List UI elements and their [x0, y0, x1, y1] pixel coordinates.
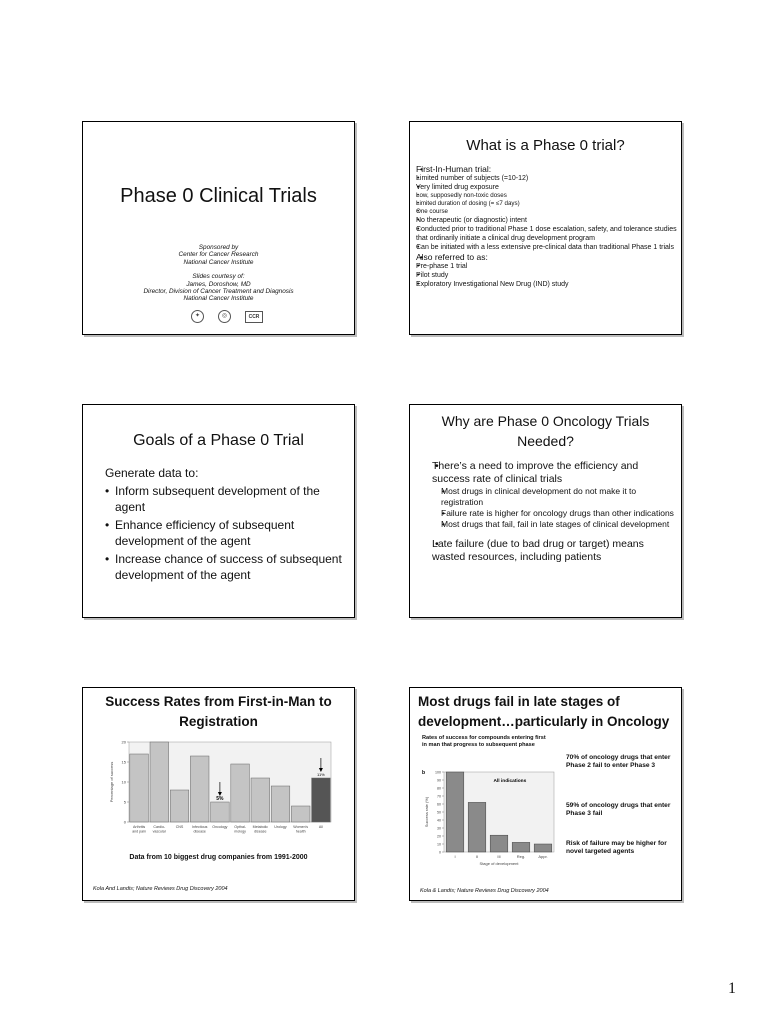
bar [251, 778, 270, 822]
note-3: Risk of failure may be higher for novel targeted agents [566, 840, 667, 855]
bar [490, 835, 508, 852]
bullet [432, 460, 676, 530]
x-tick-label: Opthal- [234, 825, 246, 829]
y-tick-label: 80 [437, 786, 441, 791]
slide-why-phase0 [409, 404, 682, 618]
goal-item: • Enhance efficiency of subsequent development of the agent [105, 517, 345, 549]
bar [231, 764, 250, 822]
slide4-body [418, 460, 676, 564]
sub-bullet: • Can be initiated with a less extensive pre-clinical data than traditional Phase 1 trials [416, 243, 678, 252]
sub-bullet: • Exploratory Investigational New Drug (IND) study [416, 280, 678, 289]
y-tick-label: 20 [121, 739, 126, 745]
panel-label: b [422, 770, 426, 776]
sub-bullet: • Pilot study [416, 271, 678, 280]
x-tick-label: and pain [132, 829, 146, 834]
y-tick-label: 70 [437, 794, 441, 799]
credit-line: James, Doroshow, MD [186, 280, 251, 288]
nih-seal-icon: ◎ [218, 310, 231, 323]
sub-bullet: • Failure rate is higher for oncology drugs than other indications [441, 508, 676, 519]
x-axis-label: Stage of development [479, 861, 519, 866]
note-2: 59% of oncology drugs that enter Phase 3 fail [566, 802, 671, 817]
x-tick-label: II [475, 854, 479, 859]
y-tick-label: 10 [121, 779, 126, 785]
x-tick-label: mology [234, 829, 246, 834]
slide1-credits [83, 244, 354, 303]
credit-line: National Cancer Institute [183, 295, 254, 303]
sub-bullet: • Limited number of subjects (=10-12) [416, 174, 678, 183]
bar [512, 842, 530, 852]
credit-line: Center for Cancer Research [178, 251, 259, 259]
x-tick-label: I [454, 854, 456, 859]
success-rate-chart [107, 738, 335, 838]
slide-late-failure [409, 687, 682, 901]
bullet-text: Also referred to as: [416, 252, 488, 262]
slide5-caption: Data from 10 biggest drug companies from 1991-2000 [129, 854, 308, 861]
goal-item: • Inform subsequent development of the agent [105, 483, 345, 515]
bar [446, 772, 464, 852]
credit-line: National Cancer Institute [183, 258, 254, 266]
x-tick-label: III [497, 854, 501, 859]
y-tick-label: 30 [437, 826, 441, 831]
x-tick-label: Infectious [192, 825, 208, 829]
bullet-text: Very limited drug exposure [416, 184, 499, 191]
bar [150, 742, 169, 822]
credit-line: Sponsored by [198, 244, 239, 251]
x-tick-label: Urology [274, 825, 287, 829]
x-tick-label: Metabolic [252, 825, 268, 829]
note-1: 70% of oncology drugs that enter Phase 2 fail to enter Phase 3 [566, 754, 671, 769]
bar [211, 802, 230, 822]
credit-line: Director, Division of Cancer Treatment and Diagnosis [143, 288, 294, 296]
slide6-reference: Kola & Landis; Nature Reviews Drug Discovery 2004 [420, 888, 549, 894]
logo-row [191, 310, 263, 323]
slide-title [82, 121, 355, 335]
slide-goals [82, 404, 355, 618]
y-tick-label: 0 [439, 850, 441, 855]
x-tick-label: health [295, 829, 306, 834]
bar [312, 778, 331, 822]
x-tick-label: Arthritis [133, 825, 146, 829]
slide3-title: Goals of a Phase 0 Trial [133, 432, 304, 449]
y-tick-label: 100 [435, 770, 441, 775]
bar [190, 756, 209, 822]
data-label: 5% [216, 796, 224, 802]
x-tick-label: Oncology [212, 825, 228, 829]
y-tick-label: 15 [121, 759, 126, 765]
y-tick-label: 50 [437, 810, 441, 815]
y-axis-label: Percentage of success [109, 761, 114, 803]
sub-bullet: • Most drugs that fail, fail in late stages of clinical development [441, 519, 676, 530]
bar [468, 802, 486, 852]
y-tick-label: 5 [123, 799, 126, 805]
bar [271, 786, 290, 822]
sub-sub-bullet: • One course [416, 208, 678, 216]
ccr-logo: CCR [245, 311, 263, 323]
chart-title: All indications [493, 779, 527, 784]
data-label: 11% [317, 772, 325, 777]
y-tick-label: 20 [437, 834, 441, 839]
bullet-text: First-In-Human trial: [416, 164, 492, 174]
slide3-body [105, 465, 345, 585]
chart-caption: Rates of success for compounds entering first in man that progress to subsequent phase [422, 735, 546, 748]
bullet [416, 252, 678, 289]
slide6-title: Most drugs fail in late stages of development…particularly in Oncology [418, 694, 670, 729]
hhs-eagle-icon: ✦ [191, 310, 204, 323]
bar [291, 806, 310, 822]
slide5-reference: Kola And Landis; Nature Reviews Drug Discovery 2004 [93, 886, 228, 892]
goal-item: • Increase chance of success of subsequent development of the agent [105, 551, 345, 583]
y-tick-label: 10 [437, 842, 441, 847]
x-tick-label: disease [254, 829, 267, 834]
y-tick-label: 40 [437, 818, 441, 823]
slide2-title: What is a Phase 0 trial? [466, 137, 625, 154]
x-tick-label: Reg. [516, 854, 526, 859]
bullet [416, 164, 678, 252]
sub-sub-bullet: • Low, supposedly non-toxic doses [416, 192, 678, 200]
y-tick-label: 0 [123, 819, 126, 825]
sub-bullet: • No therapeutic (or diagnostic) intent [416, 216, 678, 225]
x-tick-label: Women's [293, 825, 309, 829]
x-tick-label: Cardio- [153, 825, 166, 829]
page-number: 1 [728, 980, 736, 997]
bullet-text: There’s a need to improve the efficiency and success rate of clinical trials [432, 460, 639, 485]
slide5-title: Success Rates from First-in-Man to Registration [105, 694, 332, 729]
sub-bullet [416, 183, 678, 216]
bar [534, 844, 552, 852]
sub-sub-bullet: • Limited duration of dosing (= ≤7 days) [416, 200, 678, 208]
x-tick-label: CNS [175, 825, 184, 829]
bar [130, 754, 149, 822]
stage-success-chart [420, 768, 560, 868]
credit-line: Slides courtesy of: [192, 273, 245, 281]
y-tick-label: 90 [437, 778, 441, 783]
sub-bullet: • Most drugs in clinical development do not make it to registration [441, 486, 676, 508]
slide4-title: Why are Phase 0 Oncology Trials Needed? [441, 413, 650, 449]
y-axis-label: Success rate (%) [424, 796, 429, 828]
x-tick-label: disease [193, 829, 206, 834]
sub-bullet: • Pre-phase 1 trial [416, 262, 678, 271]
bullet: • Late failure (due to bad drug or target) means wasted resources, including patients [432, 538, 676, 564]
bar [170, 790, 189, 822]
slide-success-rates [82, 687, 355, 901]
x-tick-label: All [318, 825, 323, 829]
x-tick-label: Appr. [538, 854, 548, 859]
slide2-body [416, 164, 678, 289]
slide1-title: Phase 0 Clinical Trials [120, 185, 317, 207]
goals-lead: Generate data to: [105, 466, 199, 480]
sub-bullet: • Conducted prior to traditional Phase 1 dose escalation, safety, and tolerance studies that ordinarily initiate a clinical drug development program [416, 225, 678, 243]
y-tick-label: 60 [437, 802, 441, 807]
x-tick-label: vascular [152, 829, 166, 834]
slide-what-is-phase0 [409, 121, 682, 335]
